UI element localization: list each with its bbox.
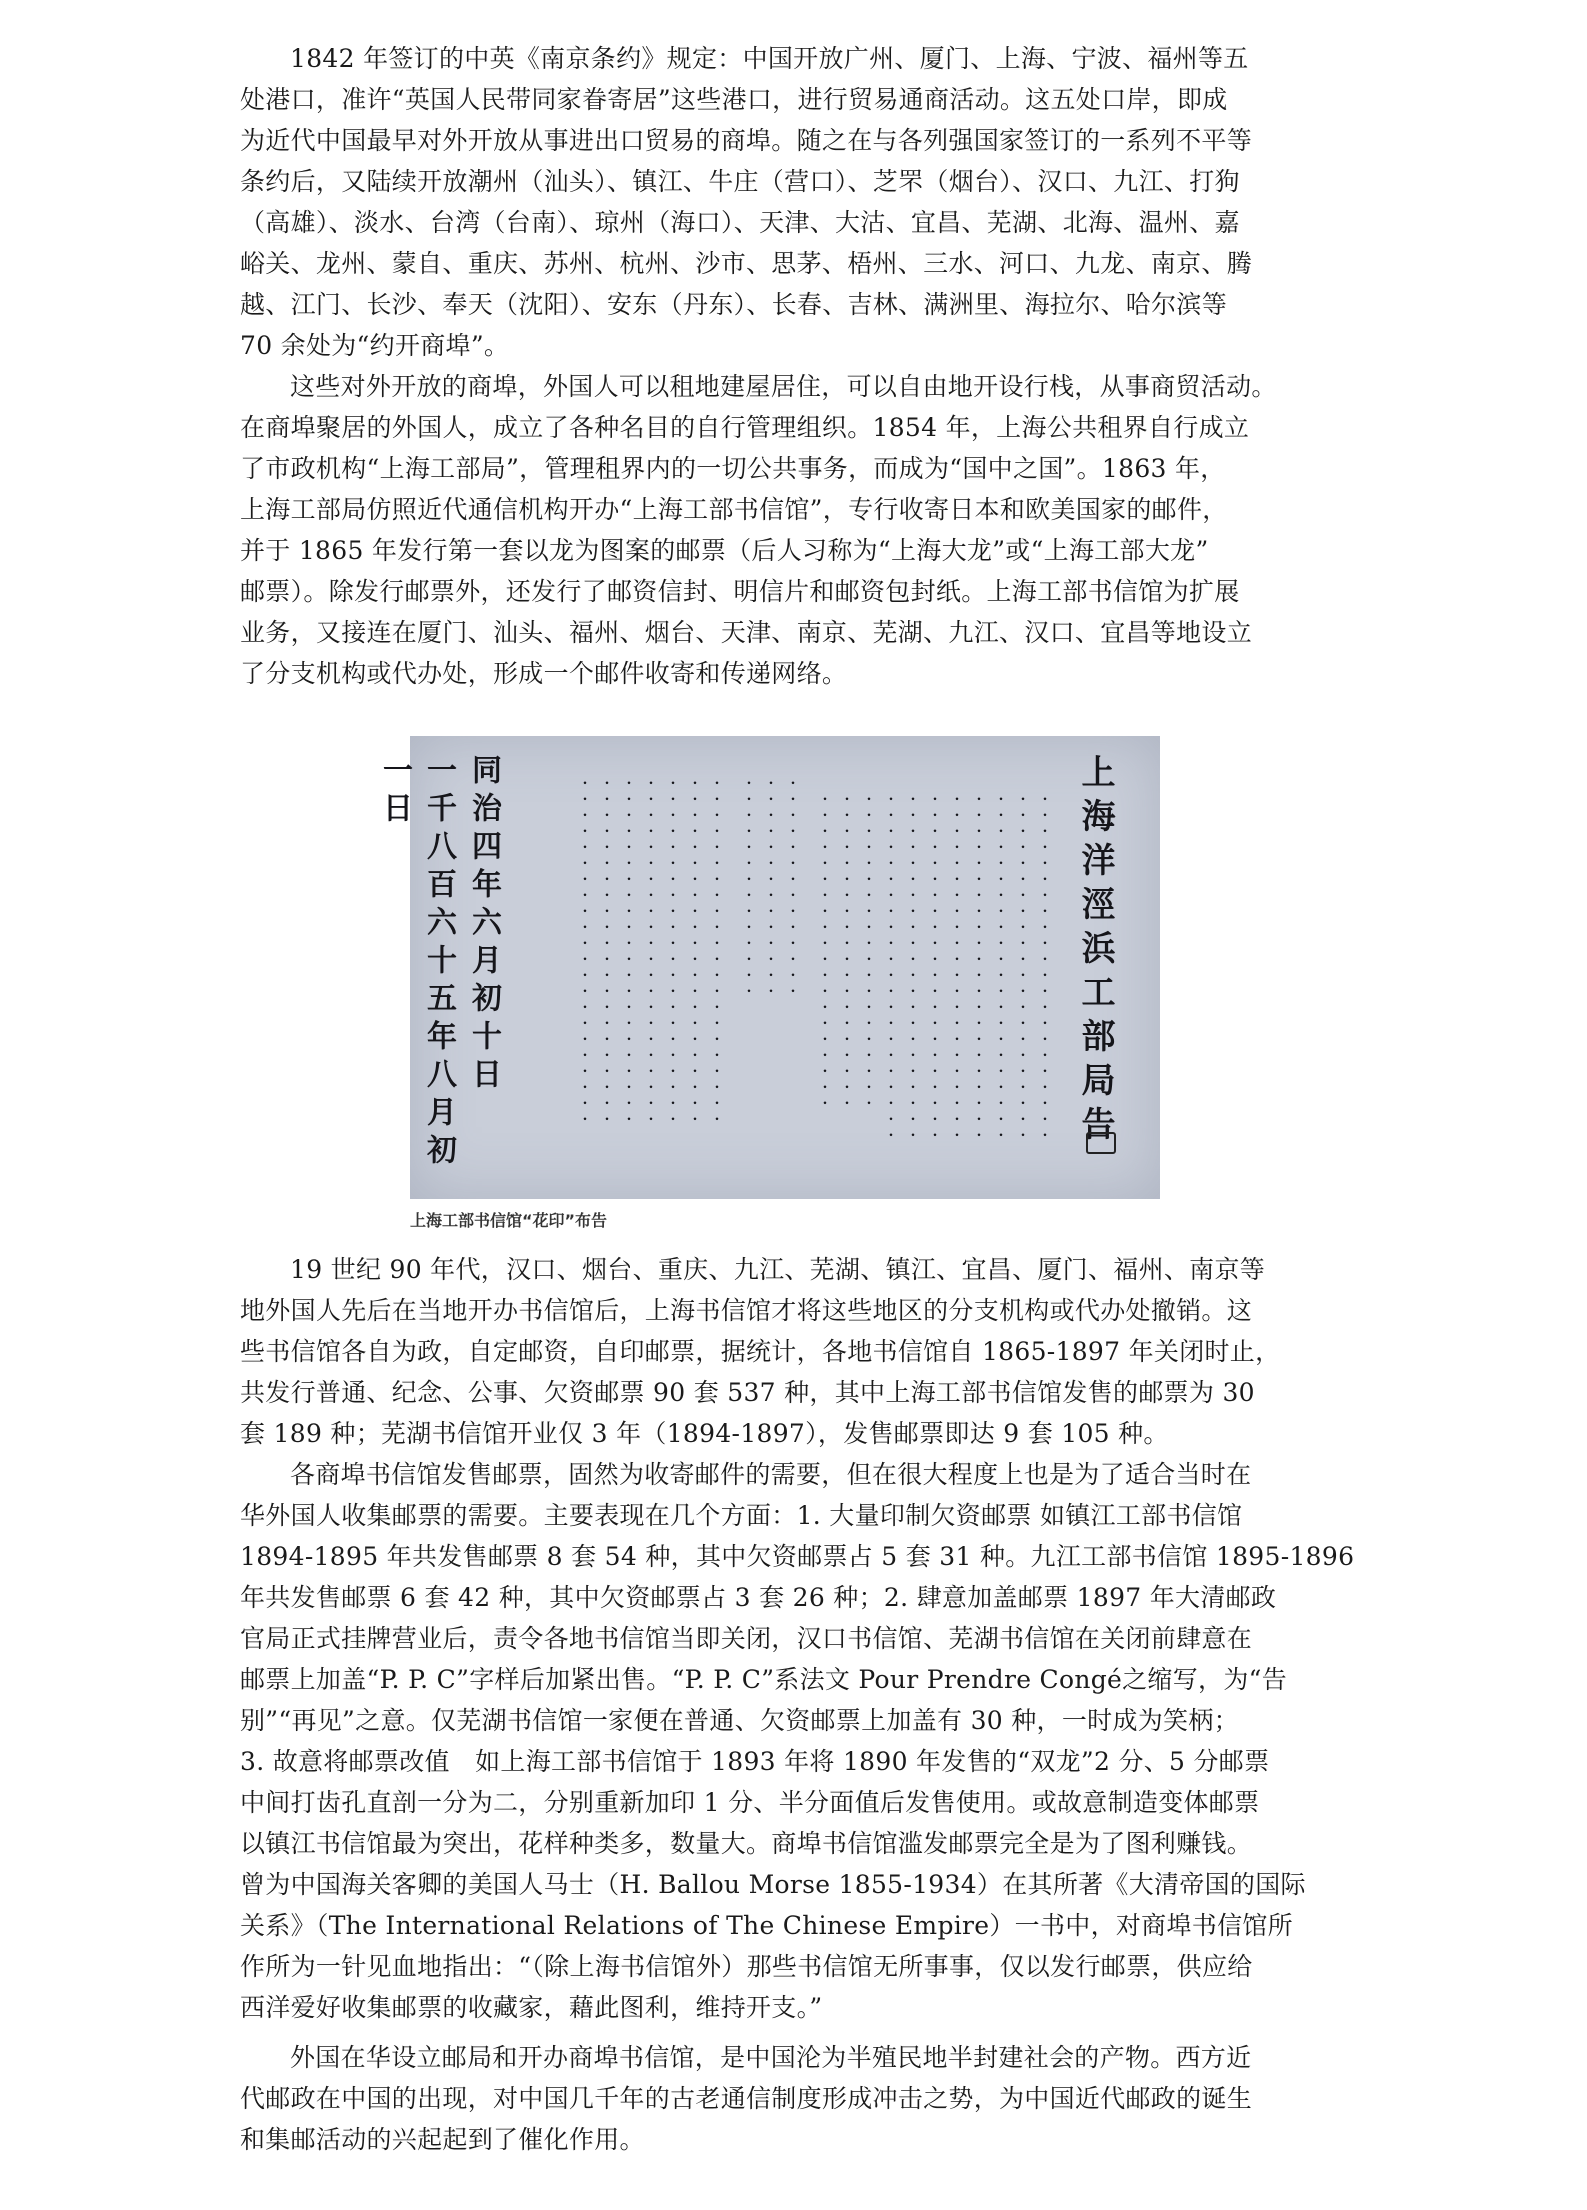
text-line: 邮票上加盖“P. P. C”字样后加紧出售。“P. P. C”系法文 Pour Prendre Congé之缩写，为“告 — [240, 1665, 1288, 1694]
text-line: 条约后，又陆续开放潮州（汕头）、镇江、牛庄（营口）、芝罘（烟台）、汉口、九江、打狗 — [240, 167, 1240, 196]
text-line: 并于 1865 年发行第一套以龙为图案的邮票（后人习称为“上海大龙”或“上海工部大龙” — [240, 536, 1209, 565]
text-line: 1894-1895 年共发售邮票 8 套 54 种，其中欠资邮票占 5 套 31 种。九江工部书信馆 1895-1896 — [240, 1542, 1355, 1571]
notice-text-column: ・・・・・・・・・・・・・・・・・・・・・・ — [992, 760, 1008, 1144]
text-line: 3. 故意将邮票改值 如上海工部书信馆于 1893 年将 1890 年发售的“双龙”2 分、5 分邮票 — [240, 1747, 1270, 1776]
notice-text-column: ・・・・・・・・・・・・・・・・・・・・・・ — [1014, 760, 1030, 1144]
notice-text-column: ・・・・・・・・・・・・・・・・・・・・ — [838, 760, 854, 1112]
notice-text-column: ・・・・・・・・・・・・・・・・・・・・・・ — [1036, 760, 1052, 1144]
notice-photo — [377, 736, 1160, 1199]
text-line: 为近代中国最早对外开放从事进出口贸易的商埠。随之在与各列强国家签订的一系列不平等 — [240, 126, 1253, 155]
notice-text-column: ・・・・・・・・・・・・・・・・・・・・・・ — [642, 760, 658, 1128]
text-line: 越、江门、长沙、奉天（沈阳）、安东（丹东）、长春、吉林、满洲里、海拉尔、哈尔滨等 — [240, 290, 1228, 319]
notice-text-column: ・・・・・・・・・・・・・・・・・・・・・・ — [970, 760, 986, 1144]
notice-date-gregorian: 一千八百六十五年八月初一日 — [377, 754, 456, 1172]
notice-text-column: ・・・・・・・・・・・・・・ — [762, 760, 778, 1000]
paragraph-conclusion — [240, 2037, 1355, 2160]
text-line: 西洋爱好收集邮票的收藏家，藉此图利，维持开支。” — [240, 1993, 823, 2022]
text-line: 共发行普通、纪念、公事、欠资邮票 90 套 537 种，其中上海工部书信馆发售的邮票为 30 — [240, 1378, 1255, 1407]
text-line: 关系》（The International Relations of The Chinese Empire）一书中，对商埠书信馆所 — [240, 1911, 1293, 1940]
notice-text-column: ・・・・・・・・・・・・・・・・・・・・・・ — [686, 760, 702, 1128]
notice-text-column: ・・・・・・・・・・・・・・ — [784, 760, 800, 1000]
text-line: 1842 年签订的中英《南京条约》规定：中国开放广州、厦门、上海、宁波、福州等五 — [290, 44, 1249, 73]
text-line: 上海工部局仿照近代通信机构开办“上海工部书信馆”，专行收寄日本和欧美国家的邮件， — [240, 495, 1228, 524]
paragraph-local-post-offices — [240, 1249, 1355, 1454]
text-line: 19 世纪 90 年代，汉口、烟台、重庆、九江、芜湖、镇江、宜昌、厦门、福州、南京等 — [290, 1255, 1266, 1284]
text-line: 处港口，准许“英国人民带同家眷寄居”这些港口，进行贸易通商活动。这五处口岸，即成 — [240, 85, 1228, 114]
text-line: 中间打齿孔直剖一分为二，分别重新加印 1 分、半分面值后发售使用。或故意制造变体邮票 — [240, 1788, 1260, 1817]
text-line: 曾为中国海关客卿的美国人马士（H. Ballou Morse 1855-1934）在其所著《大清帝国的国际 — [240, 1870, 1306, 1899]
text-line: 年共发售邮票 6 套 42 种，其中欠资邮票占 3 套 26 种；2. 肆意加盖邮票 1897 年大清邮政 — [240, 1583, 1277, 1612]
notice-text-column: ・・・・・・・・・・・・・・・・・・・・・・ — [904, 760, 920, 1144]
notice-text-column: ・・・・・・・・・・・・・・・・・・・・・・ — [708, 760, 724, 1128]
text-line: 别”“再见”之意。仅芜湖书信馆一家便在普通、欠资邮票上加盖有 30 种，一时成为笑柄； — [240, 1706, 1239, 1735]
text-line: 峪关、龙州、蒙自、重庆、苏州、杭州、沙市、思茅、梧州、三水、河口、九龙、南京、腾 — [240, 249, 1253, 278]
text-line: 了市政机构“上海工部局”，管理租界内的一切公共事务，而成为“国中之国”。1863 年， — [240, 454, 1226, 483]
text-line: 华外国人收集邮票的需要。主要表现在几个方面：1. 大量印制欠资邮票 如镇江工部书信馆 — [240, 1501, 1243, 1530]
text-line: 官局正式挂牌营业后，责令各地书信馆当即关闭，汉口书信馆、芜湖书信馆在关闭前肆意在 — [240, 1624, 1253, 1653]
text-line: 各商埠书信馆发售邮票，固然为收寄邮件的需要，但在很大程度上也是为了适合当时在 — [290, 1460, 1252, 1489]
text-line: 地外国人先后在当地开办书信馆后，上海书信馆才将这些地区的分支机构或代办处撤销。这 — [240, 1296, 1253, 1325]
text-line: 套 189 种；芜湖书信馆开业仅 3 年（1894-1897），发售邮票即达 9 套 105 种。 — [240, 1419, 1169, 1448]
notice-text-column: ・・・・・・・・・・・・・・ — [740, 760, 756, 1000]
text-line: 代邮政在中国的出现，对中国几千年的古老通信制度形成冲击之势，为中国近代邮政的诞生 — [240, 2084, 1253, 2113]
notice-text-column: ・・・・・・・・・・・・・・・・・・・・・・ — [948, 760, 964, 1144]
notice-text-column: ・・・・・・・・・・・・・・・・・・・・ — [816, 760, 832, 1112]
notice-text-column: ・・・・・・・・・・・・・・・・・・・・ — [860, 760, 876, 1112]
text-line: 些书信馆各自为政，自定邮资，自印邮票，据统计，各地书信馆自 1865-1897 年关闭时止， — [240, 1337, 1281, 1366]
text-line: 了分支机构或代办处，形成一个邮件收寄和传递网络。 — [240, 659, 848, 688]
figure-caption: 上海工部书信馆“花印”布告 — [410, 1211, 608, 1230]
text-line: 外国在华设立邮局和开办商埠书信馆，是中国沦为半殖民地半封建社会的产物。西方近 — [290, 2043, 1252, 2072]
text-line: 以镇江书信馆最为突出，花样种类多，数量大。商埠书信馆滥发邮票完全是为了图利赚钱。 — [240, 1829, 1253, 1858]
notice-text-column: ・・・・・・・・・・・・・・・・・・・・・・ — [926, 760, 942, 1144]
notice-date-lunar: 同治四年六月初十日 — [466, 754, 501, 1096]
text-line: 在商埠聚居的外国人，成立了各种名目的自行管理组织。1854 年，上海公共租界自行成立 — [240, 413, 1250, 442]
paragraph-shanghai-municipal — [240, 366, 1355, 694]
text-line: 这些对外开放的商埠，外国人可以租地建屋居住，可以自由地开设行栈，从事商贸活动。 — [290, 372, 1277, 401]
notice-text-column: ・・・・・・・・・・・・・・・・・・・・・・ — [576, 760, 592, 1128]
text-line: 作所为一针见血地指出：“（除上海书信馆外）那些书信馆无所事事，仅以发行邮票，供应给 — [240, 1952, 1253, 1981]
paragraph-stamp-speculation — [240, 1454, 1355, 2028]
paragraph-treaty-ports — [240, 38, 1355, 366]
text-line: （高雄）、淡水、台湾（台南）、琼州（海口）、天津、大沽、宜昌、芜湖、北海、温州、嘉 — [240, 208, 1240, 237]
text-line: 和集邮活动的兴起起到了催化作用。 — [240, 2125, 645, 2154]
notice-text-column: ・・・・・・・・・・・・・・・・・・・・・・ — [598, 760, 614, 1128]
text-line: 70 余处为“约开商埠”。 — [240, 331, 510, 360]
text-line: 邮票）。除发行邮票外，还发行了邮资信封、明信片和邮资包封纸。上海工部书信馆为扩展 — [240, 577, 1240, 606]
text-line: 业务，又接连在厦门、汕头、福州、烟台、天津、南京、芜湖、九江、汉口、宜昌等地设立 — [240, 618, 1253, 647]
seal-mark — [1086, 1132, 1116, 1154]
notice-text-column: ・・・・・・・・・・・・・・・・・・・・・・ — [620, 760, 636, 1128]
notice-title: 上海洋涇浜工部局告 — [1075, 754, 1115, 1150]
notice-text-column: ・・・・・・・・・・・・・・・・・・・・・・ — [664, 760, 680, 1128]
notice-text-column: ・・・・・・・・・・・・・・・・・・・・・・ — [882, 760, 898, 1144]
